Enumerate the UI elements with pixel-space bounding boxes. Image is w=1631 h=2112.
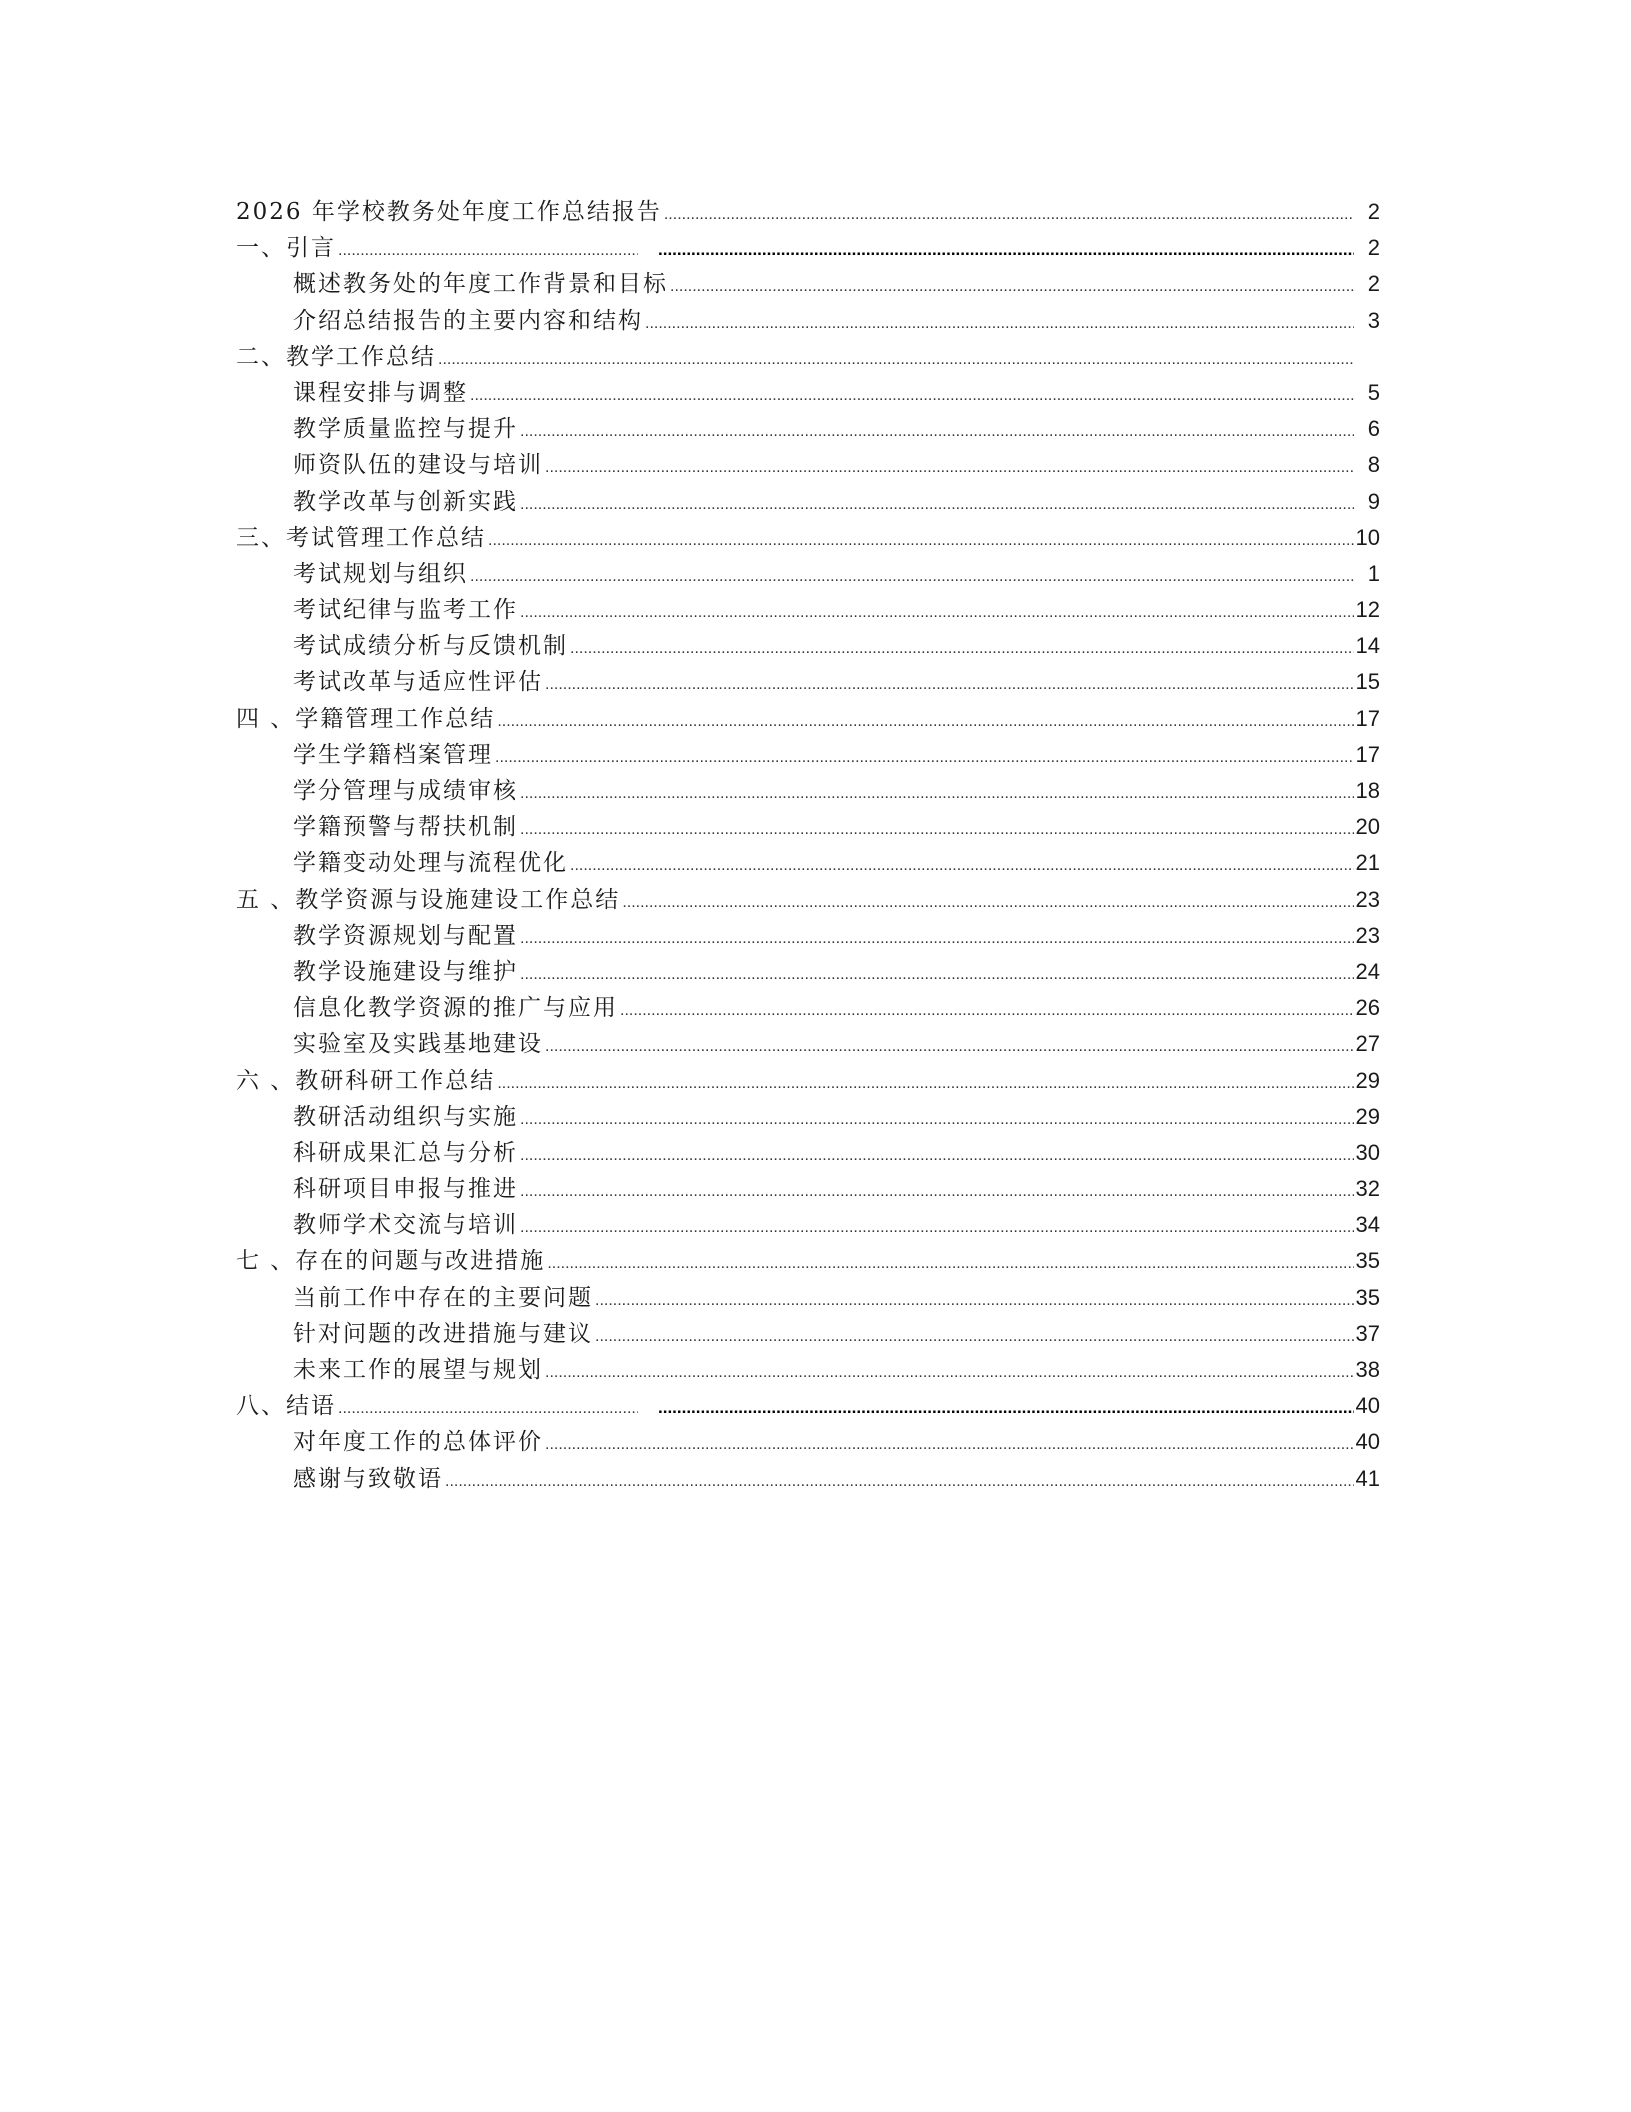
toc-entry[interactable]	[236, 230, 1380, 266]
toc-entry-title: 2026 年学校教务处年度工作总结报告	[236, 199, 662, 225]
toc-page-number: 23	[1355, 922, 1380, 948]
toc-entry[interactable]	[236, 1026, 1380, 1062]
toc-dot-leader	[520, 1174, 1354, 1210]
toc-dot-leader	[570, 848, 1354, 884]
toc-entry[interactable]	[236, 628, 1380, 664]
toc-page-number: 35	[1355, 1248, 1380, 1274]
toc-dot-leader	[645, 306, 1354, 342]
toc-page-number: 40	[1355, 1393, 1380, 1419]
toc-entry[interactable]	[236, 484, 1380, 520]
toc-page-number: 32	[1355, 1176, 1380, 1202]
toc-entry-title: 教学质量监控与提升	[293, 416, 518, 443]
toc-entry[interactable]	[236, 592, 1380, 628]
toc-dot-leader	[670, 269, 1354, 305]
toc-page-number: 23	[1355, 886, 1380, 912]
toc-page-number: 35	[1355, 1284, 1380, 1310]
toc-entry-title: 考试规划与组织	[293, 560, 468, 587]
toc-page-number: 34	[1355, 1212, 1380, 1238]
toc-page-number: 2	[1367, 271, 1380, 297]
toc-entry-title: 六 、教研科研工作总结	[236, 1067, 496, 1094]
toc-entry-title: 当前工作中存在的主要问题	[293, 1284, 593, 1311]
toc-entry-title: 三、考试管理工作总结	[236, 524, 486, 551]
toc-dot-leader	[520, 1138, 1354, 1174]
toc-page-number: 24	[1355, 958, 1380, 984]
toc-entry[interactable]	[236, 701, 1380, 737]
toc-dot-leader	[338, 1390, 1354, 1427]
toc-page-number: 14	[1355, 633, 1380, 659]
toc-page-number: 37	[1355, 1320, 1380, 1346]
toc-entry-title: 实验室及实践基地建设	[293, 1031, 543, 1058]
toc-dot-leader	[520, 1210, 1354, 1246]
toc-page-number: 40	[1355, 1429, 1380, 1455]
toc-entry[interactable]	[236, 918, 1380, 954]
toc-page-number: 8	[1367, 452, 1380, 478]
toc-page-number: 9	[1367, 488, 1380, 514]
toc-entry-title: 针对问题的改进措施与建议	[293, 1320, 593, 1347]
toc-dot-leader	[545, 1427, 1354, 1463]
toc-entry-title: 七 、存在的问题与改进措施	[236, 1248, 546, 1275]
toc-dot-leader	[520, 595, 1354, 631]
toc-entry[interactable]	[236, 1063, 1380, 1099]
toc-entry-title: 教学资源规划与配置	[293, 922, 518, 949]
toc-dot-leader	[495, 740, 1354, 776]
toc-dot-leader	[488, 523, 1354, 559]
toc-dot-leader	[595, 1283, 1354, 1319]
toc-page-number: 38	[1355, 1357, 1380, 1382]
toc-page-number: 12	[1355, 597, 1380, 623]
toc-page-number: 5	[1367, 379, 1380, 405]
toc-entry[interactable]	[236, 773, 1380, 809]
toc-entry[interactable]	[236, 809, 1380, 845]
toc-page-number: 41	[1355, 1465, 1380, 1491]
toc-page-number: 18	[1355, 778, 1380, 803]
toc-entry[interactable]	[236, 1171, 1380, 1207]
toc-dot-leader	[622, 885, 1353, 921]
toc-dot-leader	[470, 559, 1354, 595]
toc-entry-title: 课程安排与调整	[293, 379, 468, 406]
toc-entry-title: 二、教学工作总结	[236, 343, 436, 370]
toc-page-number: 17	[1355, 705, 1380, 731]
toc-entry[interactable]	[236, 1388, 1380, 1424]
toc-page-number: 15	[1355, 669, 1380, 695]
toc-dot-leader	[520, 921, 1354, 957]
toc-entry[interactable]	[236, 194, 1380, 230]
toc-entry[interactable]	[236, 990, 1380, 1026]
toc-entry[interactable]	[236, 1352, 1380, 1388]
toc-page-number: 6	[1367, 416, 1380, 442]
toc-entry-title: 科研项目申报与推进	[293, 1176, 518, 1203]
toc-page-number: 10	[1355, 524, 1380, 550]
toc-dot-leader	[547, 1246, 1353, 1282]
toc-dot-leader	[545, 450, 1354, 486]
toc-entry-title: 学籍变动处理与流程优化	[293, 850, 568, 877]
toc-entry-title: 师资队伍的建设与培训	[293, 452, 543, 479]
toc-dot-leader	[497, 704, 1353, 740]
toc-entry-title: 五 、教学资源与设施建设工作总结	[236, 886, 621, 913]
toc-dot-leader	[520, 812, 1354, 848]
toc-entry[interactable]	[236, 339, 1380, 375]
toc-page-number: 29	[1355, 1067, 1380, 1093]
toc-entry-title: 教师学术交流与培训	[293, 1212, 518, 1239]
toc-dot-leader	[438, 342, 1354, 378]
toc-entry[interactable]	[236, 845, 1380, 881]
toc-page-number: 1	[1367, 560, 1380, 586]
toc-page-number: 21	[1355, 850, 1380, 876]
toc-dot-leader	[520, 487, 1354, 523]
toc-dot-leader	[497, 1066, 1353, 1102]
toc-dot-leader	[620, 993, 1354, 1029]
toc-page-number: 29	[1355, 1103, 1380, 1129]
toc-dot-leader	[445, 1464, 1354, 1500]
toc-entry[interactable]	[236, 1207, 1380, 1243]
toc-dot-leader	[595, 1319, 1354, 1355]
toc-entry-title: 未来工作的展望与规划	[293, 1357, 543, 1383]
toc-dot-leader	[470, 378, 1354, 414]
toc-entry-title: 四 、学籍管理工作总结	[236, 705, 496, 732]
toc-dot-leader	[545, 667, 1354, 703]
toc-page-number: 26	[1355, 995, 1380, 1021]
toc-page-number: 27	[1355, 1031, 1380, 1057]
toc-entry[interactable]	[236, 375, 1380, 411]
toc-dot-leader	[545, 1029, 1354, 1065]
toc-entry-title: 教学设施建设与维护	[293, 958, 518, 985]
toc-entry-title: 考试纪律与监考工作	[293, 597, 518, 624]
toc-entry-title: 学生学籍档案管理	[293, 741, 493, 768]
toc-entry[interactable]	[236, 411, 1380, 447]
toc-entry-title: 感谢与致敬语	[293, 1465, 443, 1492]
toc-entry-title: 概述教务处的年度工作背景和目标	[293, 271, 668, 298]
toc-entry-title: 一、引言	[236, 235, 336, 262]
toc-entry-title: 考试改革与适应性评估	[293, 669, 543, 696]
toc-entry-title: 对年度工作的总体评价	[293, 1429, 543, 1456]
toc-entry-title: 教学改革与创新实践	[293, 488, 518, 515]
toc-entry[interactable]	[236, 1099, 1380, 1135]
toc-entry[interactable]	[236, 1316, 1380, 1352]
toc-entry[interactable]	[236, 882, 1380, 918]
toc-entry-title: 教研活动组织与实施	[293, 1103, 518, 1130]
toc-page-number: 17	[1355, 741, 1380, 767]
toc-page-number: 3	[1367, 307, 1380, 333]
toc-dot-leader	[520, 957, 1354, 993]
toc-entry[interactable]	[236, 737, 1380, 773]
toc-entry[interactable]	[236, 1243, 1380, 1279]
toc-entry-title: 科研成果汇总与分析	[293, 1139, 518, 1166]
toc-entry[interactable]	[236, 954, 1380, 990]
toc-dot-leader	[520, 1102, 1354, 1138]
table-of-contents	[236, 194, 1380, 1497]
toc-entry-title: 考试成绩分析与反馈机制	[293, 633, 568, 660]
toc-entry[interactable]	[236, 266, 1380, 302]
toc-dot-leader	[520, 414, 1354, 450]
toc-entry-title: 学分管理与成绩审核	[293, 778, 518, 804]
toc-entry[interactable]	[236, 556, 1380, 592]
toc-entry[interactable]	[236, 1280, 1380, 1316]
toc-page-number: 20	[1355, 814, 1380, 840]
toc-entry-title: 介绍总结报告的主要内容和结构	[293, 307, 643, 334]
toc-dot-leader	[570, 631, 1354, 667]
toc-entry[interactable]	[236, 447, 1380, 483]
toc-entry-title: 八、结语	[236, 1393, 336, 1420]
toc-page-number: 2	[1367, 199, 1380, 224]
toc-dot-leader	[520, 776, 1354, 812]
toc-entry-title: 学籍预警与帮扶机制	[293, 814, 518, 841]
toc-page-number: 30	[1355, 1139, 1380, 1165]
toc-entry[interactable]	[236, 1461, 1380, 1497]
toc-entry[interactable]	[236, 664, 1380, 700]
toc-dot-leader	[545, 1355, 1354, 1391]
toc-entry[interactable]	[236, 1135, 1380, 1171]
toc-dot-leader	[338, 232, 1354, 269]
toc-page-number: 2	[1367, 235, 1380, 261]
toc-entry[interactable]	[236, 520, 1380, 556]
toc-entry[interactable]	[236, 1424, 1380, 1460]
toc-entry-title: 信息化教学资源的推广与应用	[293, 995, 618, 1022]
toc-dot-leader	[664, 197, 1354, 233]
toc-entry[interactable]	[236, 303, 1380, 339]
